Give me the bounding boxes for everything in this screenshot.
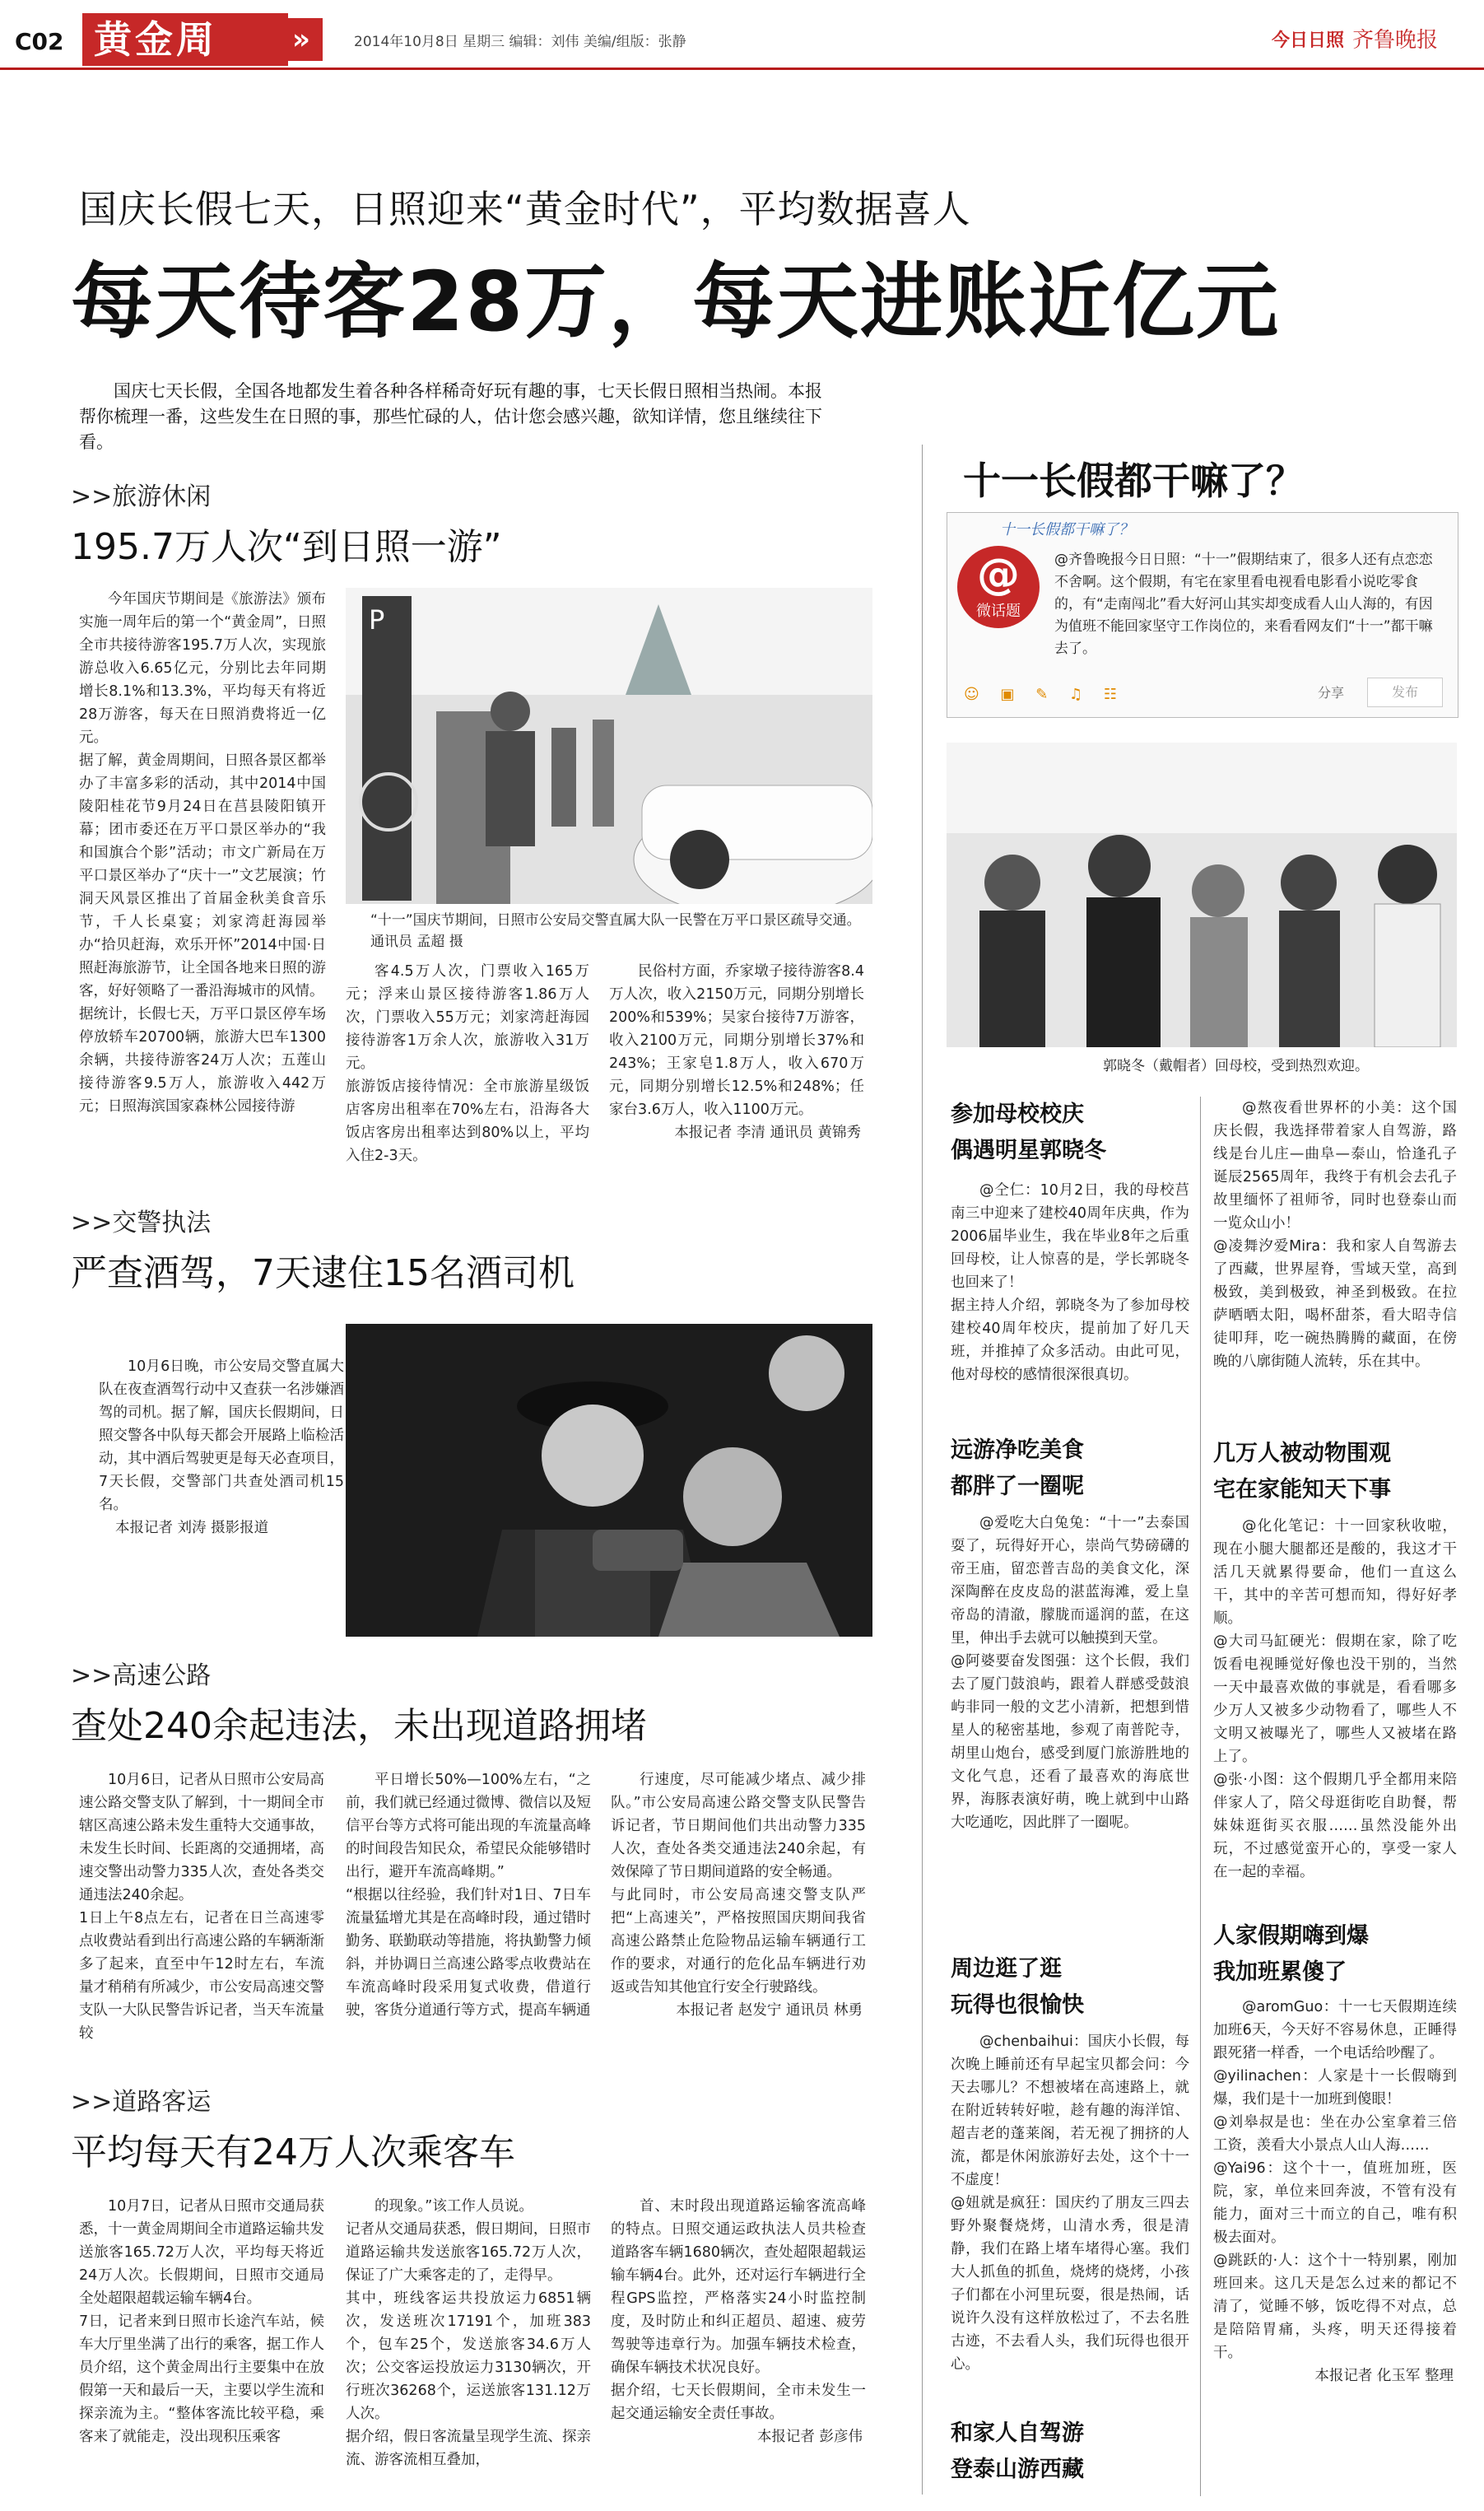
subhead-6a: 人家假期嗨到爆 [1213, 1923, 1369, 1949]
right-signature: 本报记者 化玉军 整理 [1314, 2368, 1454, 2384]
story-4-text: @熬夜看世界杯的小美：这个国庆长假，我选择带着家人自驾游，路线是台儿庄—曲阜—泰山，恰逢孔子诞辰2565周年，我终于有机会去孔子故里缅怀了祖师爷，同时也登泰山而一览众山小！ @凌舞汐爱Mira：我和家人自驾游去了西藏，世界屋脊，雪域天堂，高到极致，美到极致，神圣到极致。在拉萨晒晒太阳，喝杯甜茶，看大昭寺信徒叩拜，吃一碗热腾腾的藏面，在傍晚的八廓街随人流转，乐在其中。 [1213, 1100, 1457, 1370]
traffic-signature: 本报记者 刘涛 摄影报道 [115, 1520, 269, 1536]
story-3-text: @chenbaihui：国庆小长假，每次晚上睡前还有早起宝贝都会问：今天去哪儿？不想被堵在高速路上，就在附近转转好啦，趁有趣的海洋馆、超吉老的蓬莱阁，若无视了拥挤的人流，都是休闲旅游好去处，这个十一不虚度！ @妞就是疯狂：国庆约了朋友三四去野外聚餐烧烤，山清水秀，很是清静，我们在路上堵车堵得心塞。我们大人抓鱼的抓鱼，烧烤的烧烤，小孩子们都在小河里玩耍，很是热闹，话说许久没有这样放松过了，不去名胜古迹，不去看人头，我们玩得也很开心。 [951, 2033, 1189, 2373]
today-label: 今日日照 [1271, 30, 1344, 51]
traffic-police-photo [346, 588, 872, 904]
road-title: 平均每天有24万人次乘客车 [71, 2131, 515, 2173]
weibo-share[interactable]: 分享 [1318, 685, 1345, 701]
subhead-4a: 和家人自驾游 [951, 2420, 1084, 2446]
tourism-photo-caption [370, 910, 864, 953]
highway-title: 查处240余起违法，未出现道路拥堵 [71, 1705, 647, 1747]
story-2 [951, 1512, 1189, 1834]
subhead-3b: 玩得也很愉快 [951, 1992, 1084, 2018]
subhead-3a: 周边逛了逛 [951, 1956, 1062, 1982]
subhead-1 [951, 1097, 1106, 1169]
brand-logo: 齐鲁晚报 [1351, 28, 1438, 53]
subhead-1b: 偶遇明星郭晓冬 [951, 1138, 1106, 1163]
road-signature: 本报记者 彭彦伟 [756, 2429, 863, 2445]
tourism-col2-text: 客4.5万人次，门票收入165万元；浮来山景区接待游客1.86万人次，门票收入55万元；刘家湾赶海园接待游客1万余人次，旅游收入31万元。 旅游饭店接待情况：全市旅游星级饭店客房出租率在70%左右，沿海各大饭店客房出租率达到80%以上，平均入住2-3天。 [346, 963, 589, 1164]
intro: 国庆七天长假，全国各地都发生着各种各样稀奇好玩有趣的事，七天长假日照相当热闹。本报帮你梳理一番，这些发生在日照的事，那些忙碌的人，估计您会感兴趣，欲知详情，您且继续往下看。 [79, 381, 822, 452]
tourism-col3 [609, 960, 864, 1144]
alumni-crowd-photo [947, 743, 1457, 1047]
story-1-text: @仝仁：10月2日，我的母校莒南三中迎来了建校40周年庆典，作为2006届毕业生，我在毕业8年之后重回母校，让人惊喜的是，学长郭晓冬也回来了！ 据主持人介绍，郭晓冬为了参加母校建校40周年校庆，提前加了好几天班，并推掉了众多活动。由此可见，他对母校的感情很深很真切。 [951, 1182, 1189, 1383]
highway-signature: 本报记者 赵发宁 通讯员 林勇 [676, 2002, 863, 2019]
right-column-divider [1200, 1097, 1201, 2496]
weibo-text: @齐鲁晚报今日日照：“十一”假期结束了，很多人还有点恋恋不舍啊。这个假期，有宅在家里看电视看电影看小说吃零食的，有“走南闯北”看大好河山其实却变成看人山人海的，有因为值班不能回家坚守工作岗位的，来看看网友们“十一”都干嘛去了。 [1054, 552, 1433, 657]
story-6 [1213, 1996, 1457, 2388]
traffic-title: 严查酒驾，7天逮住15名酒司机 [71, 1252, 575, 1294]
weibo-send-button[interactable]: 发布 [1367, 678, 1443, 707]
story-4 [1213, 1097, 1457, 1373]
weibo-prompt: 十一长假都干嘛了？ [1000, 521, 1133, 538]
subhead-4 [951, 2415, 1084, 2488]
weibo-tag: 微话题 [976, 603, 1021, 620]
subhead-3 [951, 1951, 1084, 2024]
section-title: 黄金周 [82, 13, 288, 66]
subhead-2a: 远游净吃美食 [951, 1437, 1084, 1463]
story-6-text: @aromGuo：十一七天假期连续加班6天，今天好不容易休息，正睡得跟死猪一样香，一个电话给吵醒了。 @yilinachen：人家是十一长假嗨到爆，我们是十一加班到傻眼！ @刘皋叔是也：坐在办公室拿着三倍工资，羡看大小景点人山人海…… @Yai96：这个十一，值班加班，医院，家，单位来回奔波，不管有没有能力，面对三十而立的自己，唯有积极去面对。 @跳跃的·人：这个十一特别累，刚加班回来。这几天是怎么过来的都记不清了，觉睡不够，饭吃得不对点，总是陪陪胃痛，头疼，明天还得接着干。 [1213, 1999, 1457, 2361]
road-col3-text: 首、末时段出现道路运输客流高峰的特点。日照交通运政执法人员共检查道路客车辆1680辆次，查处超限超载运输车辆4台。此外，还对运行车辆进行全程GPS监控，严格落实24小时监控制度，及时防止和纠正超员、超速、疲劳驾驶等违章行为。加强车辆技术检查，确保车辆技术状况良好。 据介绍，七天长假期间，全市未发生一起交通运输安全责任事故。 [611, 2198, 866, 2422]
drunk-driving-check-photo [346, 1324, 872, 1637]
subhead-5 [1213, 1436, 1391, 1508]
road-tag: >>道路客运 [71, 2088, 212, 2117]
page-number: C02 [15, 28, 64, 55]
column-divider [922, 445, 923, 2495]
chevron-right-icon: » [280, 18, 323, 61]
highway-col2-text: 平日增长50%—100%左右，“之前，我们就已经通过微博、微信以及短信平台等方式将可能出现的车流量高峰的时间段告知民众，希望民众能够错时出行，避开车流高峰期。” “根据以往经验，我们针对1日、7日车流量猛增尤其是在高峰时段，通过错时勤务、联勤联动等措施，将执勤警力倾斜，并协调日兰高速公路零点收费站在车流高峰时段采用复式收费，借道行驶，客货分道通行等方式，提高车辆通 [346, 1772, 591, 2019]
highway-col3 [611, 1768, 866, 2022]
subhead-1a: 参加母校校庆 [951, 1102, 1084, 1127]
tourism-tag: >>旅游休闲 [71, 482, 212, 511]
story-1 [951, 1179, 1189, 1386]
tourism-col2 [346, 960, 589, 1167]
story-5-text: @化化笔记：十一回家秋收啦，现在小腿大腿都还是酸的，我这才干活几天就累得要命，他们一直这么干，其中的辛苦可想而知，得好好孝顺。 @大司马缸硬光：假期在家，除了吃饭看电视睡觉好像也没干别的，当然一天中最喜欢做的事就是，看看哪多少万人又被多少动物看了，哪些人不文明又被曝光了，哪些人又被堵在路上了。 @张·小图：这个假期几乎全都用来陪伴家人了，陪父母逛街吃自助餐，帮妹妹逛街买衣服……虽然没能外出玩，不过感觉蛮开心的，享受一家人在一起的幸福。 [1213, 1518, 1457, 1880]
traffic-body-text: 10月6日晚，市公安局交警直属大队在夜查酒驾行动中又查获一名涉嫌酒驾的司机。据了解，国庆长假期间，日照交警各中队每天都会开展路上临检活动，其中酒后驾驶更是每天必查项目，7天长假，交警部门共查处酒司机15名。 [99, 1358, 344, 1513]
road-col1-text: 10月7日，记者从日照市交通局获悉，十一黄金周期间全市道路运输共发送旅客165.72万人次，平均每天将近24万人次。长假期间，日照市交通局全处超限超载运输车辆4台。 7日，记者来到日照市长途汽车站，候车大厅里坐满了出行的乘客，据工作人员介绍，这个黄金周出行主要集中在放假第一天和最后一天，主要以学生流和探亲流为主。“整体客流比较平稳，乘客来了就能走，没出现积压乘客 [79, 2198, 324, 2445]
road-col3 [611, 2195, 866, 2448]
tourism-signature: 本报记者 李清 通讯员 黄锦秀 [674, 1125, 861, 1141]
tourism-col3-text: 民俗村方面，乔家墩子接待游客8.4万人次，收入2150万元，同期分别增长200%和539%；吴家台接待7万游客，收入2100万元，同期分别增长37%和243%；王家皂1.8万人，收入670万元，同期分别增长12.5%和248%；任家台3.6万人，收入1100万元。 [609, 963, 864, 1118]
emoji-toolbar-icon[interactable]: ☺ ▣ ✎ ♫ ☷ [964, 686, 1126, 703]
highway-col2 [346, 1768, 591, 2022]
story-3 [951, 2030, 1189, 2376]
highway-tag: >>高速公路 [71, 1661, 212, 1690]
subhead-5a: 几万人被动物围观 [1213, 1441, 1391, 1466]
weibo-box [947, 512, 1458, 718]
road-col2-text: 的现象。”该工作人员说。 记者从交通局获悉，假日期间，日照市道路运输共发送旅客165.72万人次，保证了广大乘客走的了，走得早。 其中，班线客运共投放运力6851辆次，发送班次17191个，加班383个，包车25个，发送旅客34.6万人次；公交客运投放运力3130辆次，开行班次36268个，运送旅客131.12万人次。 据介绍，假日客流量呈现学生流、探亲流、游客流相互叠加， [346, 2198, 591, 2468]
highway-col1-text: 10月6日，记者从日照市公安局高速公路交警支队了解到，十一期间全市辖区高速公路未发生重特大交通事故，未发生长时间、长距离的交通拥堵，高速交警出动警力335人次，查处各类交通违法240余起。 1日上午8点左右，记者在日兰高速零点收费站看到出行高速公路的车辆渐渐多了起来，直至中午12时左右，车流量才稍稍有所减少，市公安局高速交警支队一大队民警告诉记者，当天车流量较 [79, 1772, 324, 2042]
tourism-photo-credit: 通讯员 孟超 摄 [370, 934, 463, 950]
subhead-6b: 我加班累傻了 [1213, 1959, 1347, 1985]
svg-text:P: P [369, 604, 385, 636]
subhead-2 [951, 1433, 1084, 1505]
alumni-photo-caption: 郭晓冬（戴帽者）回母校，受到热烈欢迎。 [1103, 1058, 1369, 1074]
road-col2 [346, 2195, 591, 2471]
traffic-body [99, 1355, 344, 1540]
tourism-col1-text: 今年国庆节期间是《旅游法》颁布实施一周年后的第一个“黄金周”，日照全市共接待游客195.7万人次，实现旅游总收入6.65亿元，分别比去年同期增长8.1%和13.3%，平均每天有将近28万游客，每天在日照消费将近一亿元。 据了解，黄金周期间，日照各景区都举办了丰富多彩的活动，其中2014中国陵阳桂花节9月24日在莒县陵阳镇开幕；团市委还在万平口景区举办的“我和国旗合个影”活动；市文广新局在万平口景区举办了“庆十一”文艺展演；竹洞天风景区推出了首届金秋美食音乐节，千人长桌宴；刘家湾赶海园举办“拾贝赶海，欢乐开怀”2014中国·日照赶海旅游节，让全国各地来日照的游客，好好领略了一番沿海城市的风情。 据统计，长假七天，万平口景区停车场停放轿车20700辆，旅游大巴车1300余辆，共接待游客24万人次；五莲山接待游客9.5万人，旅游收入442万元；日照海滨国家森林公园接待游 [79, 591, 326, 1115]
weibo-topic-icon [957, 546, 1040, 628]
kicker: 国庆长假七天，日照迎来“黄金时代”，平均数据喜人 [79, 187, 971, 231]
right-title: 十一长假都干嘛了？ [963, 459, 1304, 503]
highway-col1 [79, 1768, 324, 2045]
at-icon: @ [977, 550, 1020, 599]
dateline: 2014年10月8日 星期三 编辑：刘伟 美编/组版：张静 [354, 34, 686, 50]
tourism-photo-caption-text: “十一”国庆节期间，日照市公安局交警直属大队一民警在万平口景区疏导交通。 [370, 912, 861, 929]
story-2-text: @爱吃大白兔兔：“十一”去泰国耍了，玩得好开心，崇尚气势磅礴的帝王庙，留恋普吉岛的美食文化，深深陶醉在皮皮岛的湛蓝海滩，爱上皇帝岛的清澈，朦胧而遥润的蓝，在这里，伸出手去就可以触摸到天堂。 @阿婆要奋发图强：这个长假，我们去了厦门鼓浪屿，跟着人群感受鼓浪屿非同一般的文艺小清新，把想到惜星人的秘密基地，参观了南普陀寺，胡里山炮台，感受到厦门旅游胜地的文化气息，还看了最喜欢的海底世界，海豚表演好萌，晚上就到中山路大吃通吃，因此胖了一圈呢。 [951, 1515, 1189, 1831]
subhead-5b: 宅在家能知天下事 [1213, 1477, 1391, 1502]
header-rule [0, 68, 1484, 70]
traffic-tag: >>交警执法 [71, 1209, 212, 1237]
subhead-2b: 都胖了一圈呢 [951, 1474, 1084, 1499]
subhead-6 [1213, 1918, 1369, 1991]
headline: 每天待客28万，每天进账近亿元 [71, 254, 1281, 350]
tourism-title: 195.7万人次“到日照一游” [71, 526, 502, 568]
road-col1 [79, 2195, 324, 2448]
tourism-col1 [79, 588, 326, 1118]
subhead-4b: 登泰山游西藏 [951, 2457, 1084, 2482]
highway-col3-text: 行速度，尽可能减少堵点、减少排队。”市公安局高速公路交警支队民警告诉记者，节日期间他们共出动警力335人次，查处各类交通违法240余起，有效保障了节日期间道路的安全畅通。 与此同时，市公安局高速交警支队严把“上高速关”，严格按照国庆期间我省高速公路禁止危险物品运输车辆通行工作的要求，对通行的危化品车辆进行劝返或告知其他宜行安全行驶路线。 [611, 1772, 866, 1996]
story-5 [1213, 1515, 1457, 1884]
